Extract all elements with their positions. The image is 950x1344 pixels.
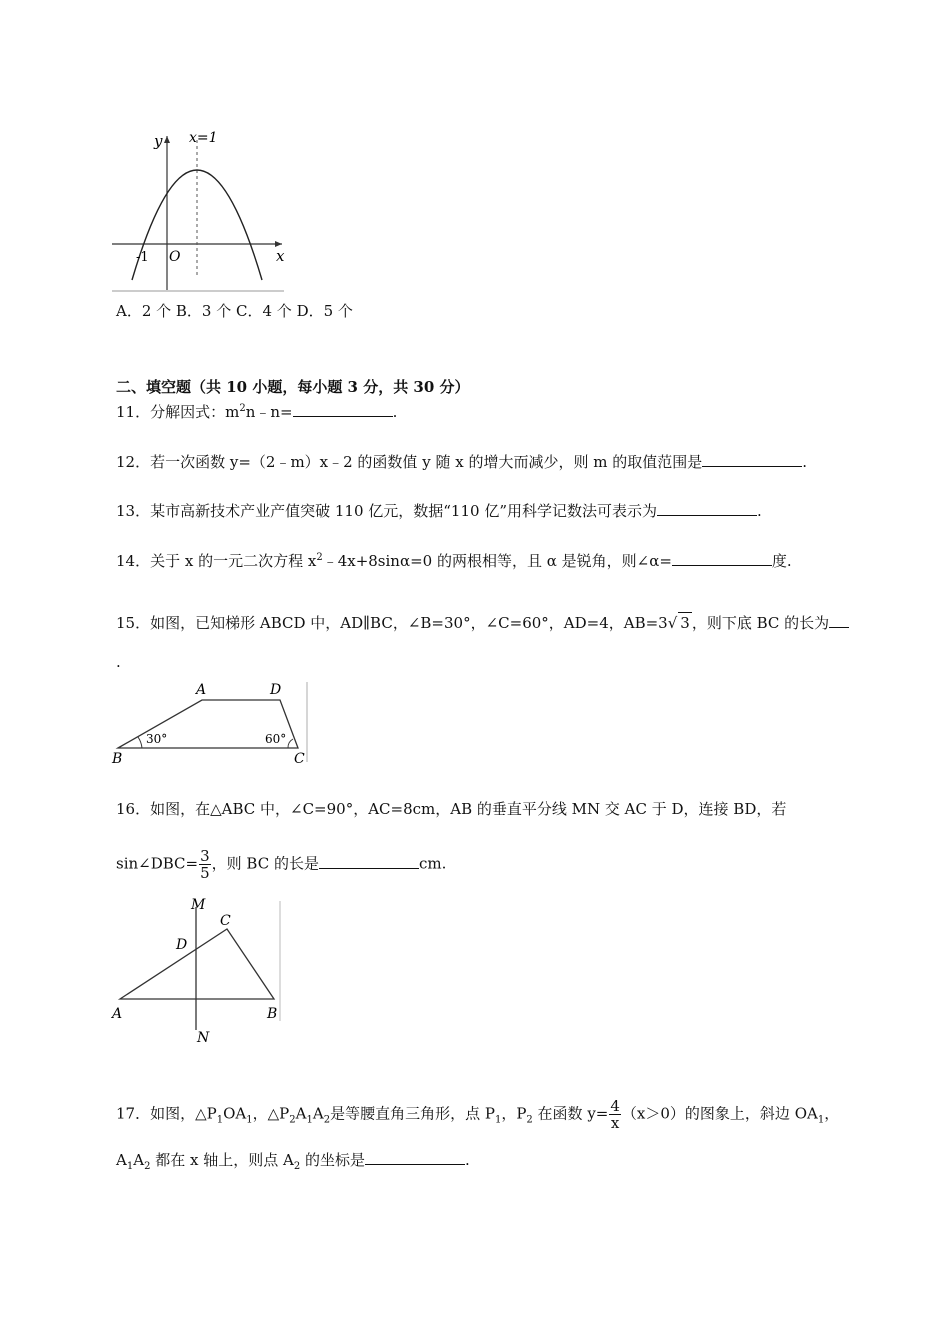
question-14 bbox=[116, 551, 792, 571]
q15-post: ，则下底 BC 的长为 bbox=[691, 614, 830, 632]
q17-sub: 2 bbox=[289, 1114, 296, 1126]
q11-end: . bbox=[392, 403, 398, 421]
q11-post: n﹣n= bbox=[245, 403, 293, 421]
y-axis-label: y bbox=[154, 132, 163, 150]
q17-text: 是等腰直角三角形，点 P bbox=[330, 1104, 495, 1123]
q11-blank bbox=[293, 402, 393, 417]
y-axis-arrow bbox=[164, 136, 170, 143]
q13-text: 13．某市高新技术产业产值突破 110 亿元，数据“110 亿”用科学记数法可表示为 bbox=[116, 502, 657, 520]
q15-pre: 15．如图，已知梯形 ABCD 中，AD∥BC，∠B=30°，∠C=60°，AD=4，AB=3 bbox=[116, 614, 668, 632]
q17-sub: 1 bbox=[817, 1114, 825, 1126]
angle-b-arc bbox=[138, 737, 142, 748]
q17-text: A bbox=[133, 1151, 145, 1169]
q16-blank bbox=[319, 854, 419, 869]
q17-text: 都在 x 轴上，则点 A bbox=[150, 1151, 294, 1169]
q11-sup: 2 bbox=[239, 403, 246, 414]
label-a: A bbox=[112, 1006, 123, 1022]
question-16-line1: 16．如图，在△ABC 中，∠C=90°，AC=8cm，AB 的垂直平分线 MN 交 AC 于 D，连接 BD，若 bbox=[116, 800, 787, 818]
label-n: N bbox=[197, 1030, 210, 1046]
q17-frac-den: x bbox=[610, 1114, 620, 1132]
q12-end: . bbox=[802, 453, 807, 471]
x-axis-label: x bbox=[276, 247, 285, 265]
question-12 bbox=[116, 452, 807, 472]
q13-end: . bbox=[757, 502, 762, 520]
q14-post: ﹣4x+8sinα=0 的两根相等，且 α 是锐角，则∠α= bbox=[322, 552, 672, 570]
trapezoid-figure bbox=[110, 678, 315, 770]
q17-text: A bbox=[312, 1104, 324, 1123]
q17-sub: 2 bbox=[293, 1161, 301, 1172]
q17-sub: 2 bbox=[323, 1114, 331, 1126]
q15-blank bbox=[829, 613, 849, 628]
q17-text: ，△P bbox=[252, 1104, 290, 1123]
sqrt-icon: √ bbox=[667, 614, 678, 632]
bd-line bbox=[196, 950, 274, 999]
q17-sub: 1 bbox=[246, 1114, 253, 1126]
triangle-figure bbox=[110, 893, 285, 1048]
q17-text: 在函数 y= bbox=[532, 1104, 609, 1123]
q17-text: （x＞0）的图象上，斜边 OA bbox=[621, 1104, 818, 1123]
angle-c-label: 60° bbox=[265, 732, 287, 746]
q17-blank bbox=[365, 1150, 465, 1165]
symmetry-label: x=1 bbox=[189, 130, 218, 146]
q12-text: 12．若一次函数 y=（2﹣m）x﹣2 的函数值 y 随 x 的增大而减少，则 m 的取值范围是 bbox=[116, 453, 703, 471]
q16-post2: ，则 BC 的长是 bbox=[211, 854, 319, 873]
q17-sub: 2 bbox=[526, 1114, 533, 1126]
q17-text: A bbox=[295, 1104, 307, 1123]
question-17-line1 bbox=[116, 1098, 839, 1131]
q17-sub: 2 bbox=[144, 1161, 151, 1172]
label-b: B bbox=[112, 751, 123, 767]
q16-pre2: sin∠DBC= bbox=[116, 854, 199, 873]
question-15 bbox=[116, 612, 849, 633]
q17-sub: 1 bbox=[306, 1114, 313, 1126]
question-13 bbox=[116, 501, 762, 521]
q16-end: cm. bbox=[418, 854, 447, 873]
q14-sup: 2 bbox=[316, 552, 323, 563]
label-b: B bbox=[267, 1006, 278, 1022]
label-d: D bbox=[270, 682, 282, 698]
q16-fraction bbox=[199, 848, 211, 881]
q12-blank bbox=[702, 452, 802, 467]
neg-one-label: -1 bbox=[136, 250, 149, 265]
q17-frac-num: 4 bbox=[610, 1097, 620, 1115]
section-title: 二、填空题（共 10 小题，每小题 3 分，共 30 分） bbox=[116, 378, 470, 396]
q10-options: A．2 个 B．3 个 C．4 个 D．5 个 bbox=[116, 302, 353, 320]
angle-c-arc bbox=[288, 739, 293, 748]
q17-text: 17．如图，△P bbox=[116, 1104, 217, 1123]
angle-b-label: 30° bbox=[146, 732, 168, 746]
q14-pre: 14．关于 x 的一元二次方程 x bbox=[116, 552, 317, 570]
triangle-shape bbox=[120, 929, 274, 999]
q14-end: 度. bbox=[771, 552, 792, 570]
question-17-line2 bbox=[116, 1150, 470, 1170]
q16-frac-num: 3 bbox=[200, 847, 210, 865]
q13-blank bbox=[657, 501, 757, 516]
q14-blank bbox=[672, 551, 772, 566]
question-16-line2 bbox=[116, 848, 446, 881]
q15-radicand: 3 bbox=[680, 614, 690, 632]
q17-sub: 1 bbox=[494, 1114, 502, 1126]
question-11 bbox=[116, 402, 397, 422]
label-m: M bbox=[191, 897, 206, 913]
label-a: A bbox=[196, 682, 207, 698]
q11-pre: 11．分解因式：m bbox=[116, 403, 240, 421]
q17-text: A bbox=[116, 1151, 127, 1169]
q17-text: 的坐标是 bbox=[300, 1151, 365, 1169]
label-c: C bbox=[220, 913, 231, 929]
label-d: D bbox=[176, 937, 188, 953]
label-c: C bbox=[294, 751, 305, 767]
q17-text: ， bbox=[824, 1104, 840, 1123]
q17-text: ，P bbox=[501, 1104, 527, 1123]
origin-label: O bbox=[169, 249, 181, 265]
q17-fraction bbox=[609, 1098, 621, 1131]
q16-frac-den: 5 bbox=[200, 864, 210, 882]
q17-end: . bbox=[464, 1151, 470, 1169]
q17-text: OA bbox=[223, 1104, 247, 1123]
q17-sub: 1 bbox=[126, 1161, 134, 1172]
q15-line2: . bbox=[116, 653, 121, 671]
parabola-figure bbox=[112, 128, 292, 298]
q17-sub: 1 bbox=[216, 1114, 224, 1126]
